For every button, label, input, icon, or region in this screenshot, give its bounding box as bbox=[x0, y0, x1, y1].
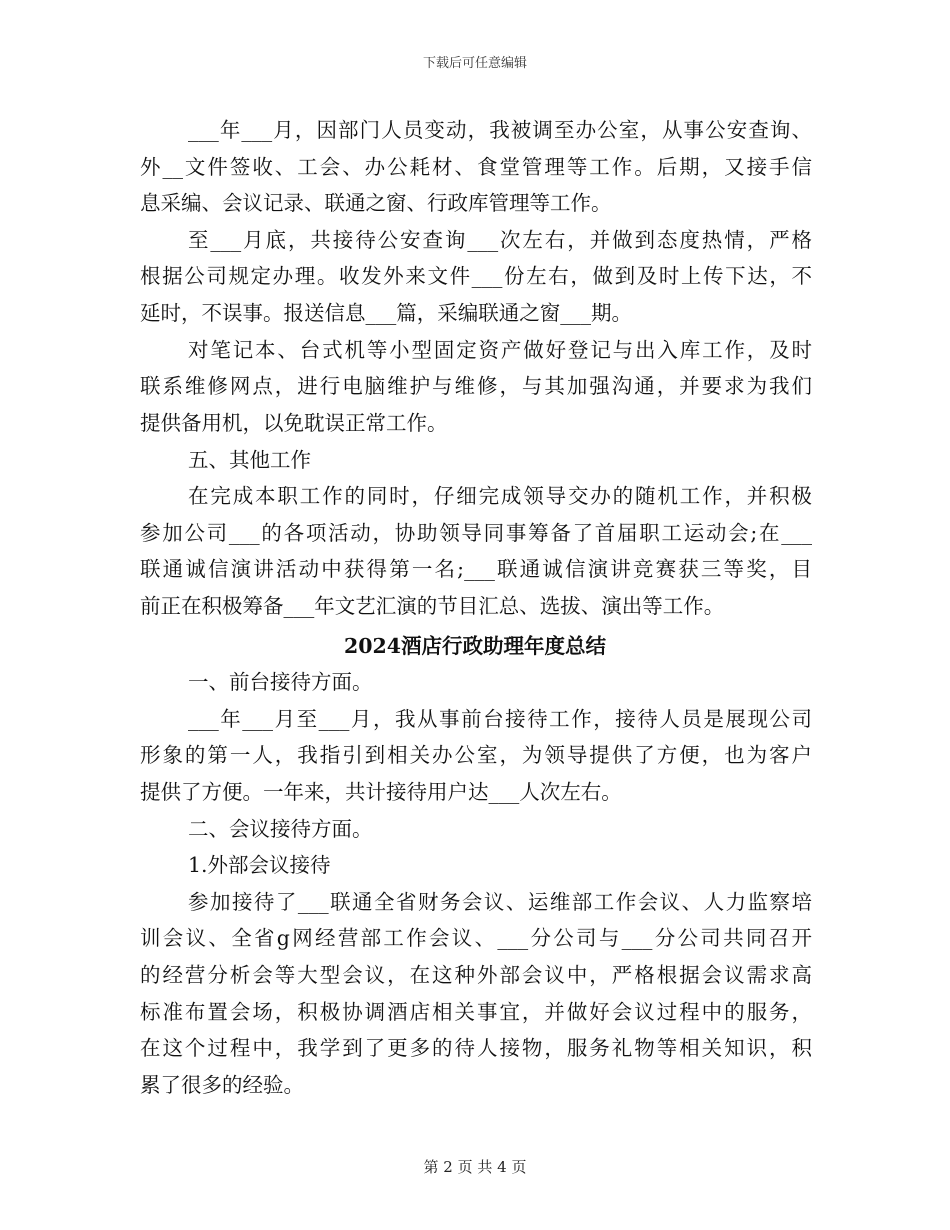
document-title: 2024酒店行政助理年度总结 bbox=[343, 634, 607, 658]
paragraph-line: 对笔记本、台式机等小型固定资产做好登记与出入库工作，及时 bbox=[188, 338, 812, 362]
page-number-footer: 第 2 页 共 4 页 bbox=[423, 1158, 527, 1176]
section-heading: 一、前台接待方面。 bbox=[188, 670, 373, 694]
paragraph-line: 根据公司规定办理。收发外来文件___份左右，做到及时上传下达，不 bbox=[140, 264, 812, 288]
paragraph-line: 联通诚信演讲活动中获得第一名;___联通诚信演讲竞赛获三等奖，目 bbox=[140, 557, 812, 581]
paragraph-line: 延时，不误事。报送信息___篇，采编联通之窗___期。 bbox=[140, 301, 632, 325]
subsection-heading: 1.外部会议接待 bbox=[188, 853, 331, 877]
paragraph-line: 的经营分析会等大型会议，在这种外部会议中，严格根据会议需求高 bbox=[140, 963, 812, 987]
section-heading: 二、会议接待方面。 bbox=[188, 817, 373, 841]
page-header-note: 下载后可任意编辑 bbox=[422, 56, 527, 71]
paragraph-line: 标准布置会场，积极协调酒店相关事宜，并做好会议过程中的服务， bbox=[140, 1000, 812, 1024]
paragraph-line: 至___月底，共接待公安查询___次左右，并做到态度热情，严格 bbox=[188, 228, 812, 252]
paragraph-line: 在完成本职工作的同时，仔细完成领导交办的随机工作，并积极 bbox=[188, 484, 812, 508]
paragraph-line: 累了很多的经验。 bbox=[140, 1073, 304, 1097]
paragraph-line: 形象的第一人，我指引到相关办公室，为领导提供了方便，也为客户 bbox=[140, 743, 812, 767]
paragraph-line: 外__文件签收、工会、办公耗材、食堂管理等工作。后期，又接手信 bbox=[140, 155, 812, 179]
paragraph-line: 前正在积极筹备___年文艺汇演的节目汇总、选拔、演出等工作。 bbox=[140, 594, 725, 618]
paragraph-line: 联系维修网点，进行电脑维护与维修，与其加强沟通，并要求为我们 bbox=[140, 374, 812, 398]
paragraph-line: 在这个过程中，我学到了更多的待人接物，服务礼物等相关知识，积 bbox=[140, 1036, 812, 1060]
paragraph-line: 息采编、会议记录、联通之窗、行政库管理等工作。 bbox=[140, 191, 612, 215]
paragraph-line: 训会议、全省g网经营部工作会议、___分公司与___分公司共同召开 bbox=[140, 926, 812, 950]
paragraph-line: 参加接待了___联通全省财务会议、运维部工作会议、人力监察培 bbox=[188, 890, 812, 914]
paragraph-line: ___年___月至___月，我从事前台接待工作，接待人员是展现公司 bbox=[188, 707, 812, 731]
section-heading: 五、其他工作 bbox=[188, 448, 311, 472]
paragraph-line: 提供了方便。一年来，共计接待用户达___人次左右。 bbox=[140, 780, 622, 804]
paragraph-line: 提供备用机，以免耽误正常工作。 bbox=[140, 411, 448, 435]
paragraph-line: 参加公司___的各项活动，协助领导同事筹备了首届职工运动会;在___ bbox=[140, 521, 812, 545]
paragraph-line: ___年___月，因部门人员变动，我被调至办公室，从事公安查询、 bbox=[188, 118, 812, 142]
